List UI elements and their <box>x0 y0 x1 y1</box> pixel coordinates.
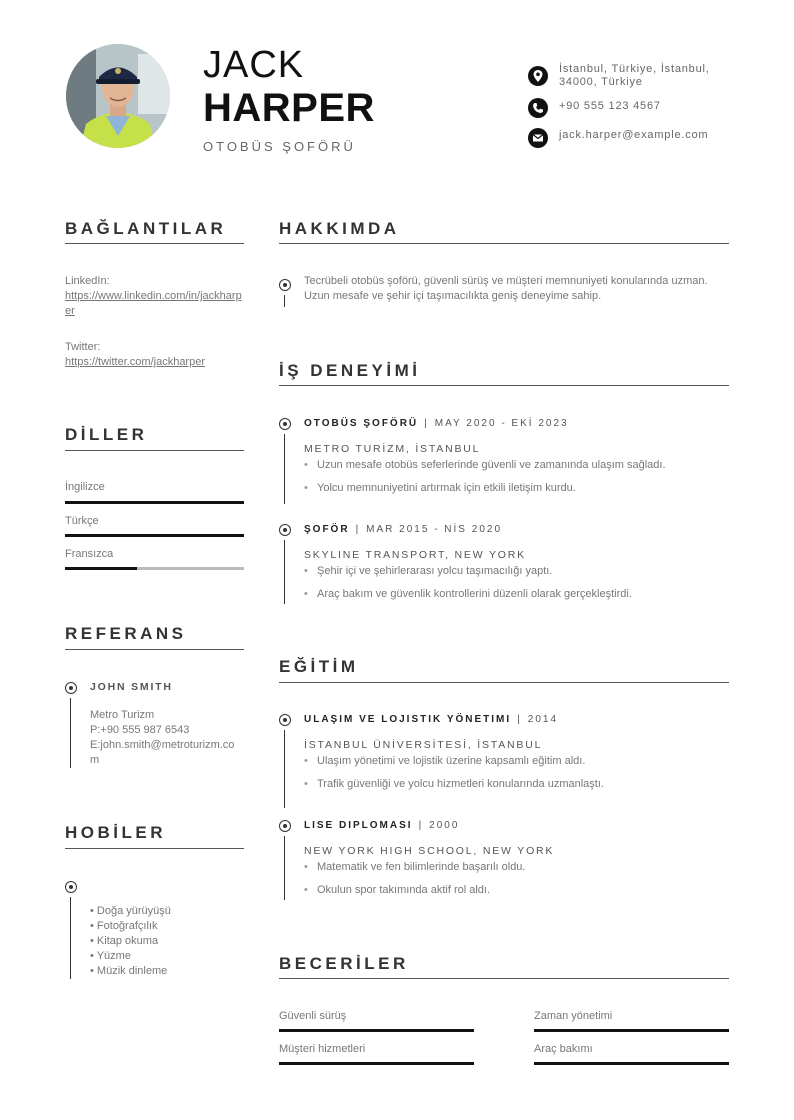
timeline-line <box>284 730 285 808</box>
language-level-fill <box>65 501 244 504</box>
link-twitter: Twitter: https://twitter.com/jackharper <box>65 340 245 370</box>
language-level-bar <box>65 501 244 504</box>
hobby-item: • Doğa yürüyüşü <box>90 905 171 917</box>
experience-bullet: • Uzun mesafe otobüs seferlerinde güvenli ve zamanında ulaşım sağladı. <box>304 459 666 471</box>
hobby-item: • Müzik dinleme <box>90 965 168 977</box>
driver-portrait-icon <box>66 44 170 148</box>
education-bullet: • Trafik güvenliği ve yolcu hizmetleri konularında uzmanlaştı. <box>304 778 604 790</box>
skill-name: Zaman yönetimi <box>534 1010 613 1022</box>
timeline-dot <box>279 714 291 726</box>
skill-name: Araç bakımı <box>534 1043 593 1055</box>
section-title-experience: İŞ DENEYİMİ <box>279 361 421 380</box>
education-school: NEW YORK HIGH SCHOOL, NEW YORK <box>304 845 555 857</box>
experience-company: SKYLINE TRANSPORT, NEW YORK <box>304 549 526 561</box>
job-title: OTOBÜS ŞOFÖRÜ <box>203 139 356 154</box>
section-rule <box>279 682 729 683</box>
twitter-url-link[interactable]: https://twitter.com/jackharper <box>65 356 205 368</box>
skill-level-bar <box>279 1029 474 1032</box>
language-name: Fransızca <box>65 548 114 560</box>
about-text: Tecrübeli otobüs şoförü, güvenli sürüş ve müşteri memnuniyeti konularında uzman. Uzun mesafe ve şehir içi taşımacılıkta geniş deneyime sahip. <box>304 275 708 302</box>
section-title-links: BAĞLANTILAR <box>65 219 227 238</box>
section-rule <box>65 649 244 650</box>
section-title-about: HAKKIMDA <box>279 219 400 238</box>
section-rule <box>279 978 729 979</box>
reference-name: JOHN SMITH <box>90 681 173 693</box>
contact-address: İstanbul, Türkiye, İstanbul, 34000, Türkiye <box>528 63 738 93</box>
timeline-line <box>70 897 71 979</box>
experience-bullet: • Araç bakım ve güvenlik kontrollerini düzenli olarak gerçekleştirdi. <box>304 588 632 600</box>
timeline-line <box>284 540 285 604</box>
language-level-bar <box>65 534 244 537</box>
section-rule <box>65 848 244 849</box>
section-title-hobbies: HOBİLER <box>65 823 166 842</box>
contact-email: jack.harper@example.com <box>528 128 738 150</box>
section-title-references: REFERANS <box>65 624 187 643</box>
location-pin-icon <box>528 66 548 86</box>
timeline-line <box>284 836 285 900</box>
phone-icon <box>528 98 548 118</box>
contact-phone: +90 555 123 4567 <box>528 98 738 120</box>
section-rule <box>279 243 729 244</box>
skill-level-bar <box>534 1062 729 1065</box>
hobby-item: • Fotoğrafçılık <box>90 920 158 932</box>
last-name: HARPER <box>203 86 375 130</box>
experience-bullet: • Şehir içi ve şehirlerarası yolcu taşımacılığı yaptı. <box>304 565 552 577</box>
experience-heading: OTOBÜS ŞOFÖRÜ | MAY 2020 - EKİ 2023 <box>304 418 569 429</box>
hobby-item: • Yüzme <box>90 950 131 962</box>
timeline-line <box>70 698 71 768</box>
skill-name: Güvenli sürüş <box>279 1010 347 1022</box>
first-name: JACK <box>203 44 305 86</box>
section-rule <box>65 243 244 244</box>
experience-bullet: • Yolcu memnuniyetini artırmak için etkili iletişim kurdu. <box>304 482 576 494</box>
timeline-dot <box>65 881 77 893</box>
language-level-fill <box>65 567 137 570</box>
language-name: Türkçe <box>65 515 99 527</box>
timeline-dot <box>65 682 77 694</box>
hobby-item: • Kitap okuma <box>90 935 159 947</box>
reference-details: Metro Turizm P:+90 555 987 6543 E:john.smith@metroturizm.com <box>90 709 235 766</box>
skill-level-bar <box>279 1062 474 1065</box>
skill-level-bar <box>534 1029 729 1032</box>
timeline-dot <box>279 279 291 291</box>
link-linkedin: LinkedIn: https://www.linkedin.com/in/jackharper <box>65 274 245 319</box>
email-icon <box>528 128 548 148</box>
timeline-dot <box>279 418 291 430</box>
section-rule <box>65 450 244 451</box>
language-name: İngilizce <box>65 481 105 493</box>
linkedin-url-link[interactable]: https://www.linkedin.com/in/jackharper <box>65 290 242 317</box>
education-bullet: • Ulaşım yönetimi ve lojistik üzerine kapsamlı eğitim aldı. <box>304 755 585 767</box>
education-school: İSTANBUL ÜNİVERSİTESİ, İSTANBUL <box>304 739 543 751</box>
section-title-skills: BECERİLER <box>279 954 409 973</box>
timeline-dot <box>279 524 291 536</box>
timeline-dot <box>279 820 291 832</box>
profile-photo <box>66 44 170 148</box>
education-heading: ULAŞIM VE LOJISTIK YÖNETIMI | 2014 <box>304 714 559 725</box>
language-level-fill <box>65 534 244 537</box>
skill-name: Müşteri hizmetleri <box>279 1043 366 1055</box>
education-bullet: • Okulun spor takımında aktif rol aldı. <box>304 884 490 896</box>
education-heading: LISE DIPLOMASI | 2000 <box>304 820 460 831</box>
experience-heading: ŞOFÖR | MAR 2015 - NİS 2020 <box>304 524 502 535</box>
education-bullet: • Matematik ve fen bilimlerinde başarılı oldu. <box>304 861 525 873</box>
section-rule <box>279 385 729 386</box>
experience-company: METRO TURİZM, İSTANBUL <box>304 443 481 455</box>
timeline-line <box>284 295 285 307</box>
section-title-languages: DİLLER <box>65 425 148 444</box>
timeline-line <box>284 434 285 504</box>
section-title-education: EĞİTİM <box>279 657 359 676</box>
hobbies-list <box>90 904 240 979</box>
language-level-bar <box>65 567 244 570</box>
